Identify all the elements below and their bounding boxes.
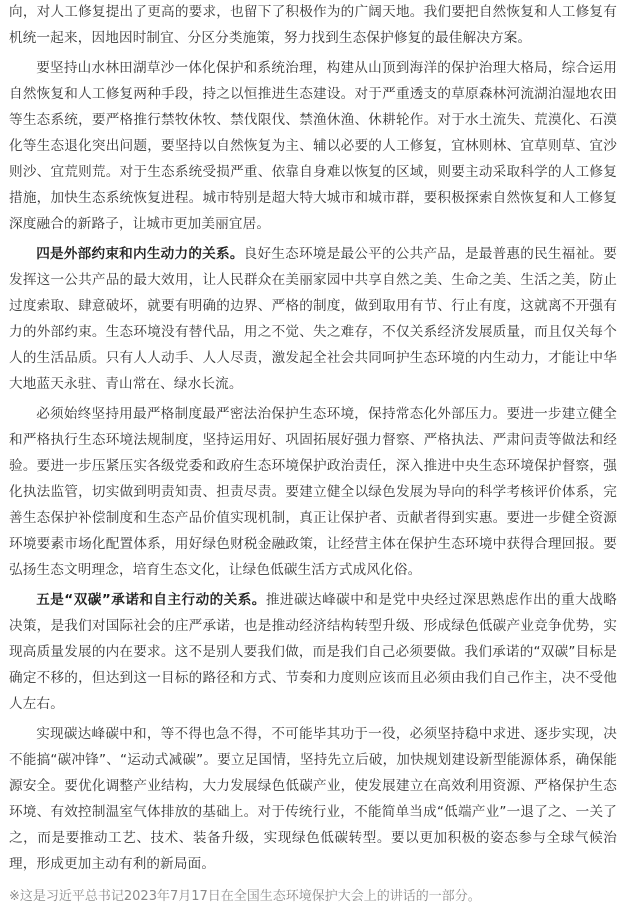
paragraph-4-text: 必须始终坚持用最严格制度最严密法治保护生态环境，保持常态化外部压力。要进一步建立健全和严格执行生态环境法规制度，坚持运用好、巩固拓展好强力督察、严格执法、严肃问责等做法和经验。要进一步压紧压实各级党委和政府生态环境保护政治责任，深入推进中央生态环境保护督察，强化执法监管，切实做到明责知责、担责尽责。要建立健全以绿色发展为导向的科学考核评价体系，完善生态保护补偿制度和生态产品价值实现机制，真正让保护者、贡献者得到实惠。要进一步健全资源环境要素市场化配置体系，用好绿色财税金融政策，让经营主体在保护生态环境中获得合理回报。要弘扬生态文明理念，培育生态文化，让绿色低碳生活方式成风化俗。 bbox=[9, 406, 617, 578]
source-footnote: ※这是习近平总书记2023年7月17日在全国生态环境保护大会上的讲话的一部分。 bbox=[9, 889, 481, 904]
paragraph-3 bbox=[9, 241, 617, 397]
section-heading-4: 四是外部约束和内生动力的关系。 bbox=[36, 246, 244, 262]
paragraph-2 bbox=[9, 55, 617, 237]
paragraph-5 bbox=[9, 587, 617, 717]
paragraph-1-text: 向，对人工修复提出了更高的要求，也留下了积极作为的广阔天地。我们要把自然恢复和人工修复有机统一起来，因地因时制宜、分区分类施策，努力找到生态保护修复的最佳解决方案。 bbox=[9, 4, 617, 46]
paragraph-4 bbox=[9, 401, 617, 583]
section-heading-5: 五是“双碳”承诺和自主行动的关系。 bbox=[36, 592, 266, 608]
paragraph-1 bbox=[9, 0, 617, 51]
paragraph-3-text: 良好生态环境是最公平的公共产品，是最普惠的民生福祉。要发挥这一公共产品的最大效用，让人民群众在美丽家园中共享自然之美、生命之美、生活之美，防止过度索取、肆意破坏，就要有明确的边界、严格的制度，做到取用有节、行止有度，这就离不开强有力的外部约束。生态环境没有替代品，用之不觉、失之难存，不仅关系经济发展质量，而且仅关每个人的生活品质。只有人人动手、人人尽责，激发起全社会共同呵护生态环境的内生动力，才能让中华大地蓝天永驻、青山常在、绿水长流。 bbox=[9, 246, 617, 392]
paragraph-6 bbox=[9, 721, 617, 877]
paragraph-5-text: 推进碳达峰碳中和是党中央经过深思熟虑作出的重大战略决策，是我们对国际社会的庄严承诺，也是推动经济结构转型升级、形成绿色低碳产业竞争优势，实现高质量发展的内在要求。这不是别人要我们做，而是我们自己必须要做。我们承诺的“双碳”目标是确定不移的，但达到这一目标的路径和方式、节奏和力度则应该而且必须由我们自己作主，决不受他人左右。 bbox=[9, 592, 617, 712]
paragraph-2-text: 要坚持山水林田湖草沙一体化保护和系统治理，构建从山顶到海洋的保护治理大格局，综合运用自然恢复和人工修复两种手段，持之以恒推进生态建设。对于严重透支的草原森林河流湖泊湿地农田等生态系统，要严格推行禁牧休牧、禁伐限伐、禁渔休渔、休耕轮作。对于水土流失、荒漠化、石漠化等生态退化突出问题，要坚持以自然恢复为主、辅以必要的人工修复，宜林则林、宜草则草、宜沙则沙、宜荒则荒。对于生态系统受损严重、依靠自身难以恢复的区域，则要主动采取科学的人工修复措施，加快生态系统恢复进程。城市特别是超大特大城市和城市群，要积极探索自然恢复和人工修复深度融合的新路子，让城市更加美丽宜居。 bbox=[9, 60, 617, 232]
paragraph-6-text: 实现碳达峰碳中和，等不得也急不得，不可能毕其功于一役，必须坚持稳中求进、逐步实现，决不能搞“碳冲锋”、“运动式减碳”。要立足国情，坚持先立后破，加快规划建设新型能源体系，确保能源安全。要优化调整产业结构，大力发展绿色低碳产业，使发展建立在高效利用资源、严格保护生态环境、有效控制温室气体排放的基础上。对于传统行业，不能简单当成“低端产业”一退了之、一关了之，而是要推动工艺、技术、装备升级，实现绿色低碳转型。要以更加积极的姿态参与全球气候治理，形成更加主动有利的新局面。 bbox=[9, 726, 617, 872]
